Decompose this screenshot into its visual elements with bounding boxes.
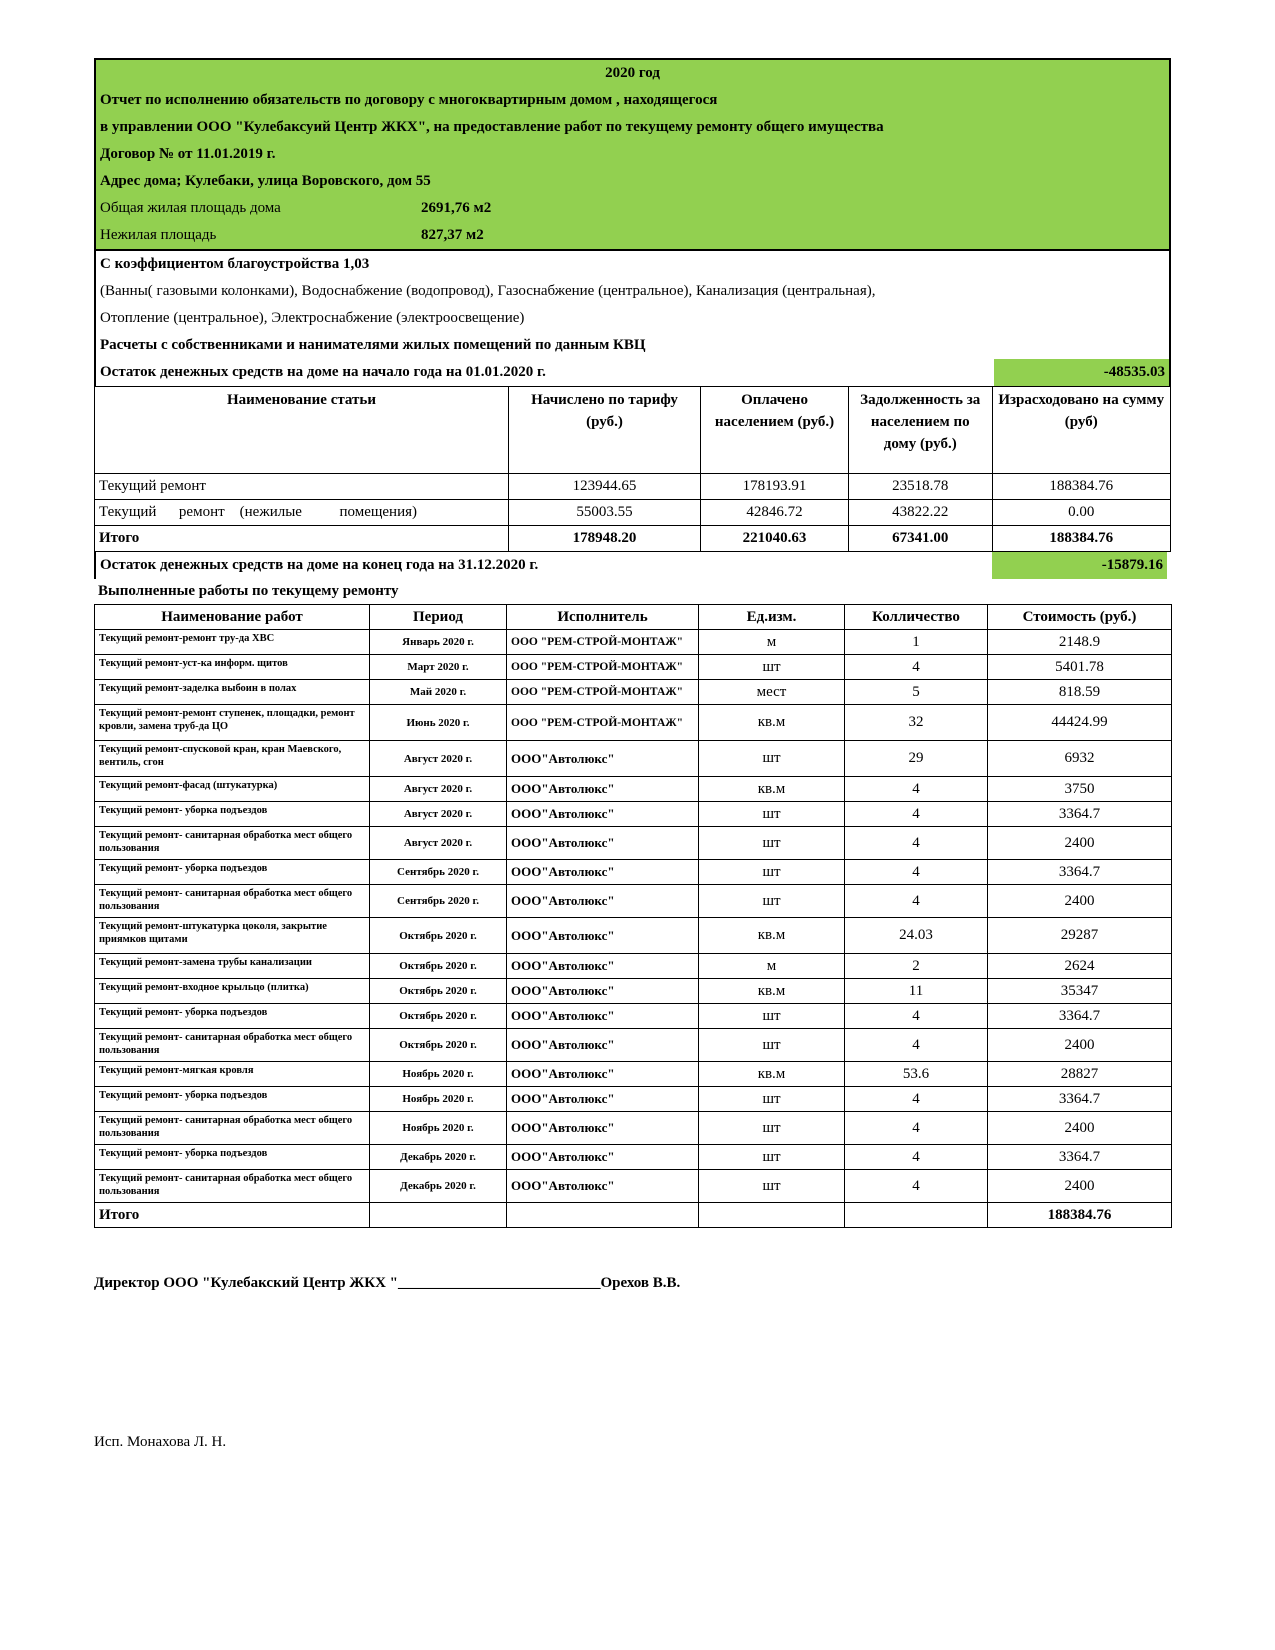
work-executor-cell: ООО "РЕМ-СТРОЙ-МОНТАЖ": [507, 705, 699, 741]
work-quantity-cell: 4: [845, 1170, 988, 1203]
works-row: [95, 885, 1172, 918]
report-sheet: [94, 58, 1171, 1228]
work-quantity-cell: 24.03: [845, 918, 988, 954]
works-header-cell: Ед.изм.: [699, 605, 845, 630]
finance-cell: Текущий ремонт: [95, 474, 509, 500]
work-unit-cell: м: [699, 630, 845, 655]
director-signature: Директор ООО "Кулебакский Центр ЖКХ "___________________________Орехов В.В.: [94, 1275, 681, 1291]
work-period-cell: Май 2020 г.: [370, 680, 507, 705]
works-total-label: Итого: [95, 1203, 370, 1228]
work-executor-cell: ООО"Автолюкс": [507, 979, 699, 1004]
work-name-cell: Текущий ремонт- санитарная обработка мест общего пользования: [95, 885, 370, 918]
finance-cell: Текущий ремонт (нежилые помещения): [95, 500, 509, 526]
work-name-cell: Текущий ремонт- уборка подъездов: [95, 1145, 370, 1170]
work-unit-cell: кв.м: [699, 918, 845, 954]
work-period-cell: Сентябрь 2020 г.: [370, 860, 507, 885]
report-year: 2020 год: [605, 65, 660, 81]
work-name-cell: Текущий ремонт-заделка выбоин в полах: [95, 680, 370, 705]
work-name-cell: Текущий ремонт-замена трубы канализации: [95, 954, 370, 979]
work-cost-cell: 44424.99: [988, 705, 1172, 741]
works-row: [95, 979, 1172, 1004]
work-period-cell: Ноябрь 2020 г.: [370, 1087, 507, 1112]
report-title-line1: Отчет по исполнению обязательств по договору с многоквартирным домом , находящегося: [100, 92, 718, 108]
works-row: [95, 918, 1172, 954]
work-executor-cell: ООО"Автолюкс": [507, 885, 699, 918]
work-period-cell: Январь 2020 г.: [370, 630, 507, 655]
works-row: [95, 827, 1172, 860]
work-unit-cell: шт: [699, 1170, 845, 1203]
works-header-cell: Период: [370, 605, 507, 630]
works-header-cell: Стоимость (руб.): [988, 605, 1172, 630]
works-row: [95, 655, 1172, 680]
end-balance-label: Остаток денежных средств на доме на конец года на 31.12.2020 г.: [100, 557, 539, 573]
work-period-cell: Ноябрь 2020 г.: [370, 1062, 507, 1087]
work-name-cell: Текущий ремонт- санитарная обработка мест общего пользования: [95, 1170, 370, 1203]
work-quantity-cell: 4: [845, 802, 988, 827]
work-period-cell: Декабрь 2020 г.: [370, 1170, 507, 1203]
work-unit-cell: шт: [699, 885, 845, 918]
works-total-empty: [507, 1203, 699, 1228]
amenities-line2: Отопление (центральное), Электроснабжение (электроосвещение): [100, 310, 525, 326]
work-cost-cell: 35347: [988, 979, 1172, 1004]
coefficient-line: С коэффициентом благоустройства 1,03: [100, 256, 370, 272]
works-table: [94, 604, 1172, 1228]
work-executor-cell: ООО"Автолюкс": [507, 741, 699, 777]
info-block: [94, 251, 1171, 386]
work-executor-cell: ООО"Автолюкс": [507, 1145, 699, 1170]
finance-header-cell: Израсходовано на сумму (руб): [992, 387, 1170, 474]
work-cost-cell: 2400: [988, 827, 1172, 860]
finance-total-cell: 178948.20: [508, 526, 700, 552]
work-name-cell: Текущий ремонт- санитарная обработка мест общего пользования: [95, 1112, 370, 1145]
works-row: [95, 1029, 1172, 1062]
work-unit-cell: кв.м: [699, 979, 845, 1004]
work-cost-cell: 5401.78: [988, 655, 1172, 680]
work-name-cell: Текущий ремонт- уборка подъездов: [95, 1004, 370, 1029]
work-period-cell: Октябрь 2020 г.: [370, 1029, 507, 1062]
work-executor-cell: ООО"Автолюкс": [507, 1004, 699, 1029]
work-cost-cell: 28827: [988, 1062, 1172, 1087]
work-executor-cell: ООО "РЕМ-СТРОЙ-МОНТАЖ": [507, 655, 699, 680]
works-row: [95, 1087, 1172, 1112]
finance-row: [95, 474, 1171, 500]
work-cost-cell: 3364.7: [988, 802, 1172, 827]
work-executor-cell: ООО "РЕМ-СТРОЙ-МОНТАЖ": [507, 680, 699, 705]
work-unit-cell: кв.м: [699, 777, 845, 802]
work-unit-cell: шт: [699, 1145, 845, 1170]
finance-header-cell: Начислено по тарифу (руб.): [508, 387, 700, 474]
nonliving-area-value: 827,37 м2: [421, 227, 484, 243]
nonliving-area-label: Нежилая площадь: [100, 227, 217, 243]
work-executor-cell: ООО"Автолюкс": [507, 827, 699, 860]
work-period-cell: Сентябрь 2020 г.: [370, 885, 507, 918]
start-balance-label: Остаток денежных средств на доме на начало года на 01.01.2020 г.: [100, 364, 546, 380]
works-header-cell: Исполнитель: [507, 605, 699, 630]
work-name-cell: Текущий ремонт-уст-ка информ. щитов: [95, 655, 370, 680]
work-period-cell: Октябрь 2020 г.: [370, 954, 507, 979]
work-unit-cell: шт: [699, 1029, 845, 1062]
work-unit-cell: шт: [699, 741, 845, 777]
work-quantity-cell: 4: [845, 885, 988, 918]
finance-cell: 43822.22: [848, 500, 992, 526]
work-quantity-cell: 4: [845, 1004, 988, 1029]
amenities-line1: (Ванны( газовыми колонками), Водоснабжение (водопровод), Газоснабжение (центральное), Канализация (центральная),: [100, 283, 876, 299]
work-name-cell: Текущий ремонт- уборка подъездов: [95, 860, 370, 885]
work-cost-cell: 3364.7: [988, 1145, 1172, 1170]
work-quantity-cell: 4: [845, 1029, 988, 1062]
works-total-empty: [370, 1203, 507, 1228]
finance-row: [95, 500, 1171, 526]
works-row: [95, 1062, 1172, 1087]
works-title: Выполненные работы по текущему ремонту: [98, 583, 399, 599]
work-quantity-cell: 4: [845, 1112, 988, 1145]
work-executor-cell: ООО"Автолюкс": [507, 1112, 699, 1145]
work-quantity-cell: 53.6: [845, 1062, 988, 1087]
work-name-cell: Текущий ремонт-ремонт тру-да ХВС: [95, 630, 370, 655]
finance-header-cell: Оплачено населением (руб.): [701, 387, 849, 474]
work-executor-cell: ООО"Автолюкс": [507, 777, 699, 802]
work-name-cell: Текущий ремонт- санитарная обработка мест общего пользования: [95, 1029, 370, 1062]
finance-cell: 42846.72: [701, 500, 849, 526]
start-balance-value: -48535.03: [994, 359, 1169, 386]
work-quantity-cell: 4: [845, 1145, 988, 1170]
works-row: [95, 1112, 1172, 1145]
work-executor-cell: ООО"Автолюкс": [507, 802, 699, 827]
work-unit-cell: шт: [699, 1087, 845, 1112]
finance-total-cell: 188384.76: [992, 526, 1170, 552]
works-row: [95, 954, 1172, 979]
work-period-cell: Июнь 2020 г.: [370, 705, 507, 741]
work-period-cell: Август 2020 г.: [370, 802, 507, 827]
work-period-cell: Ноябрь 2020 г.: [370, 1112, 507, 1145]
address-line: Адрес дома; Кулебаки, улица Воровского, дом 55: [100, 173, 431, 189]
work-period-cell: Октябрь 2020 г.: [370, 979, 507, 1004]
works-row: [95, 1170, 1172, 1203]
work-cost-cell: 3364.7: [988, 1087, 1172, 1112]
works-total-row: [95, 1203, 1172, 1228]
work-period-cell: Март 2020 г.: [370, 655, 507, 680]
works-row: [95, 741, 1172, 777]
work-cost-cell: 3364.7: [988, 860, 1172, 885]
work-cost-cell: 2400: [988, 1112, 1172, 1145]
work-quantity-cell: 29: [845, 741, 988, 777]
work-unit-cell: шт: [699, 802, 845, 827]
work-name-cell: Текущий ремонт-фасад (штукатурка): [95, 777, 370, 802]
works-header-cell: Колличество: [845, 605, 988, 630]
finance-header-cell: Наименование статьи: [95, 387, 509, 474]
work-cost-cell: 6932: [988, 741, 1172, 777]
work-cost-cell: 3750: [988, 777, 1172, 802]
works-row: [95, 705, 1172, 741]
executor-line: Исп. Монахова Л. Н.: [94, 1434, 227, 1450]
works-row: [95, 860, 1172, 885]
works-header-cell: Наименование работ: [95, 605, 370, 630]
work-quantity-cell: 5: [845, 680, 988, 705]
start-balance-row: [96, 359, 1169, 386]
work-executor-cell: ООО"Автолюкс": [507, 1087, 699, 1112]
work-cost-cell: 3364.7: [988, 1004, 1172, 1029]
works-header-row: [95, 605, 1172, 630]
work-period-cell: Август 2020 г.: [370, 777, 507, 802]
work-name-cell: Текущий ремонт-штукатурка цоколя, закрытие приямков щитами: [95, 918, 370, 954]
work-period-cell: Декабрь 2020 г.: [370, 1145, 507, 1170]
work-cost-cell: 818.59: [988, 680, 1172, 705]
work-cost-cell: 29287: [988, 918, 1172, 954]
finance-header-cell: Задолженность за населением по дому (руб.): [848, 387, 992, 474]
work-cost-cell: 2624: [988, 954, 1172, 979]
work-quantity-cell: 32: [845, 705, 988, 741]
work-unit-cell: шт: [699, 655, 845, 680]
work-unit-cell: мест: [699, 680, 845, 705]
settlements-line: Расчеты с собственниками и нанимателями жилых помещений по данным КВЦ: [100, 337, 646, 353]
report-header: [94, 58, 1171, 251]
work-quantity-cell: 4: [845, 860, 988, 885]
work-executor-cell: ООО"Автолюкс": [507, 918, 699, 954]
work-executor-cell: ООО"Автолюкс": [507, 1029, 699, 1062]
work-unit-cell: шт: [699, 1112, 845, 1145]
work-quantity-cell: 4: [845, 655, 988, 680]
work-cost-cell: 2148.9: [988, 630, 1172, 655]
work-quantity-cell: 4: [845, 827, 988, 860]
finance-cell: 0.00: [992, 500, 1170, 526]
finance-total-cell: Итого: [95, 526, 509, 552]
work-period-cell: Октябрь 2020 г.: [370, 1004, 507, 1029]
finance-cell: 188384.76: [992, 474, 1170, 500]
work-quantity-cell: 2: [845, 954, 988, 979]
work-quantity-cell: 1: [845, 630, 988, 655]
work-quantity-cell: 4: [845, 1087, 988, 1112]
work-period-cell: Август 2020 г.: [370, 741, 507, 777]
works-row: [95, 777, 1172, 802]
work-name-cell: Текущий ремонт-входное крыльцо (плитка): [95, 979, 370, 1004]
finance-total-cell: 221040.63: [701, 526, 849, 552]
finance-table: [94, 386, 1171, 552]
living-area-row: [96, 195, 1169, 222]
works-row: [95, 680, 1172, 705]
work-name-cell: Текущий ремонт- уборка подъездов: [95, 1087, 370, 1112]
work-period-cell: Октябрь 2020 г.: [370, 918, 507, 954]
work-unit-cell: кв.м: [699, 705, 845, 741]
living-area-value: 2691,76 м2: [421, 200, 492, 216]
work-period-cell: Август 2020 г.: [370, 827, 507, 860]
living-area-label: Общая жилая площадь дома: [100, 200, 281, 216]
report-title-line2: в управлении ООО "Кулебаксуий Центр ЖКХ", на предоставление работ по текущему ремонту общего имущества: [100, 119, 884, 135]
end-balance-value: -15879.16: [992, 552, 1167, 579]
work-executor-cell: ООО "РЕМ-СТРОЙ-МОНТАЖ": [507, 630, 699, 655]
works-row: [95, 802, 1172, 827]
finance-cell: 55003.55: [508, 500, 700, 526]
work-unit-cell: м: [699, 954, 845, 979]
works-total-empty: [699, 1203, 845, 1228]
work-cost-cell: 2400: [988, 1029, 1172, 1062]
work-executor-cell: ООО"Автолюкс": [507, 1170, 699, 1203]
work-executor-cell: ООО"Автолюкс": [507, 954, 699, 979]
work-unit-cell: шт: [699, 827, 845, 860]
work-quantity-cell: 11: [845, 979, 988, 1004]
finance-cell: 178193.91: [701, 474, 849, 500]
works-total-value: 188384.76: [988, 1203, 1172, 1228]
finance-total-row: [95, 526, 1171, 552]
work-name-cell: Текущий ремонт- санитарная обработка мест общего пользования: [95, 827, 370, 860]
finance-total-cell: 67341.00: [848, 526, 992, 552]
work-unit-cell: шт: [699, 860, 845, 885]
finance-cell: 123944.65: [508, 474, 700, 500]
work-quantity-cell: 4: [845, 777, 988, 802]
work-name-cell: Текущий ремонт-ремонт ступенек, площадки, ремонт кровли, замена труб-да ЦО: [95, 705, 370, 741]
work-unit-cell: шт: [699, 1004, 845, 1029]
work-name-cell: Текущий ремонт-спусковой кран, кран Маевского, вентиль, сгон: [95, 741, 370, 777]
finance-cell: 23518.78: [848, 474, 992, 500]
nonliving-area-row: [96, 222, 1169, 249]
work-name-cell: Текущий ремонт- уборка подъездов: [95, 802, 370, 827]
works-total-empty: [845, 1203, 988, 1228]
works-row: [95, 630, 1172, 655]
work-unit-cell: кв.м: [699, 1062, 845, 1087]
end-balance-row: [94, 552, 1167, 579]
work-executor-cell: ООО"Автолюкс": [507, 1062, 699, 1087]
work-name-cell: Текущий ремонт-мягкая кровля: [95, 1062, 370, 1087]
work-cost-cell: 2400: [988, 885, 1172, 918]
works-row: [95, 1004, 1172, 1029]
work-executor-cell: ООО"Автолюкс": [507, 860, 699, 885]
finance-header-row: [95, 387, 1171, 474]
works-row: [95, 1145, 1172, 1170]
work-cost-cell: 2400: [988, 1170, 1172, 1203]
contract-line: Договор № от 11.01.2019 г.: [100, 146, 276, 162]
